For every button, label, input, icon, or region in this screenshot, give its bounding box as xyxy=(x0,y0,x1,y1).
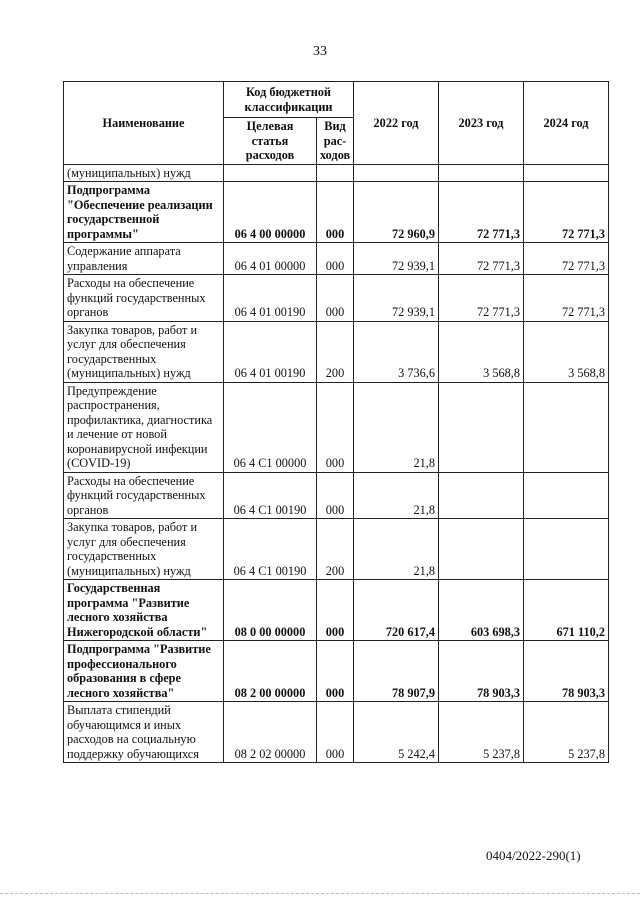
table-row xyxy=(64,580,609,641)
cell-target-code: 06 4 00 00000 xyxy=(224,182,317,243)
cell-name: Расходы на обеспечение функций государственных органов xyxy=(64,275,224,322)
cell-target-code: 08 2 00 00000 xyxy=(224,641,317,702)
cell-2023 xyxy=(439,472,524,519)
cell-target-code: 08 2 02 00000 xyxy=(224,702,317,763)
cell-expense-kind: 000 xyxy=(317,702,354,763)
cell-expense-kind: 000 xyxy=(317,275,354,322)
cell-2022: 3 736,6 xyxy=(354,321,439,382)
header-2022: 2022 год xyxy=(354,82,439,165)
cell-name: Закупка товаров, работ и услуг для обеспечения государственных (муниципальных) нужд xyxy=(64,321,224,382)
cell-2022: 5 242,4 xyxy=(354,702,439,763)
cell-expense-kind xyxy=(317,164,354,182)
cell-2024 xyxy=(524,382,609,472)
cell-name: (муниципальных) нужд xyxy=(64,164,224,182)
cell-name: Государственная программа "Развитие лесного хозяйства Нижегородской области" xyxy=(64,580,224,641)
cell-target-code: 06 4 C1 00190 xyxy=(224,472,317,519)
cell-2024: 3 568,8 xyxy=(524,321,609,382)
cell-2023 xyxy=(439,519,524,580)
cell-2024: 5 237,8 xyxy=(524,702,609,763)
cell-target-code xyxy=(224,164,317,182)
cell-2022: 72 939,1 xyxy=(354,243,439,275)
table-row xyxy=(64,275,609,322)
cell-2024 xyxy=(524,472,609,519)
cell-expense-kind: 000 xyxy=(317,580,354,641)
header-2023: 2023 год xyxy=(439,82,524,165)
cell-name: Содержание аппарата управления xyxy=(64,243,224,275)
cell-target-code: 06 4 C1 00000 xyxy=(224,382,317,472)
cell-2023: 603 698,3 xyxy=(439,580,524,641)
header-target: Целевая статья расходов xyxy=(224,118,317,165)
cell-expense-kind: 200 xyxy=(317,519,354,580)
cell-2022: 72 960,9 xyxy=(354,182,439,243)
cell-expense-kind: 200 xyxy=(317,321,354,382)
cell-2023: 78 903,3 xyxy=(439,641,524,702)
header-2024: 2024 год xyxy=(524,82,609,165)
header-kind: Вид рас-ходов xyxy=(317,118,354,165)
cell-2023: 3 568,8 xyxy=(439,321,524,382)
page-number: 33 xyxy=(313,44,327,59)
cell-2023: 72 771,3 xyxy=(439,243,524,275)
cell-2024: 72 771,3 xyxy=(524,243,609,275)
table-row xyxy=(64,182,609,243)
table-row xyxy=(64,164,609,182)
scan-artifact-line xyxy=(0,893,640,898)
cell-name: Расходы на обеспечение функций государственных органов xyxy=(64,472,224,519)
cell-name: Закупка товаров, работ и услуг для обеспечения государственных (муниципальных) нужд xyxy=(64,519,224,580)
cell-2022: 21,8 xyxy=(354,382,439,472)
cell-2023 xyxy=(439,382,524,472)
cell-2023: 72 771,3 xyxy=(439,275,524,322)
table-row xyxy=(64,641,609,702)
cell-2023: 5 237,8 xyxy=(439,702,524,763)
cell-2022 xyxy=(354,164,439,182)
cell-2024 xyxy=(524,164,609,182)
table-row xyxy=(64,519,609,580)
table-row xyxy=(64,702,609,763)
cell-target-code: 06 4 C1 00190 xyxy=(224,519,317,580)
document-id: 0404/2022-290(1) xyxy=(486,848,581,863)
cell-name: Подпрограмма "Развитие профессионального образования в сфере лесного хозяйства" xyxy=(64,641,224,702)
budget-table xyxy=(63,81,609,763)
table-row xyxy=(64,321,609,382)
cell-expense-kind: 000 xyxy=(317,472,354,519)
cell-expense-kind: 000 xyxy=(317,182,354,243)
cell-target-code: 06 4 01 00000 xyxy=(224,243,317,275)
cell-target-code: 06 4 01 00190 xyxy=(224,275,317,322)
cell-2022: 72 939,1 xyxy=(354,275,439,322)
cell-2024 xyxy=(524,519,609,580)
cell-2024: 72 771,3 xyxy=(524,275,609,322)
header-name: Наименование xyxy=(64,82,224,165)
table-row xyxy=(64,382,609,472)
cell-2023 xyxy=(439,164,524,182)
cell-2022: 78 907,9 xyxy=(354,641,439,702)
cell-target-code: 08 0 00 00000 xyxy=(224,580,317,641)
table-row xyxy=(64,243,609,275)
cell-2024: 78 903,3 xyxy=(524,641,609,702)
cell-name: Предупреждение распространения, профилактика, диагностика и лечение от новой коронавирусной инфекции (COVID-19) xyxy=(64,382,224,472)
cell-expense-kind: 000 xyxy=(317,243,354,275)
cell-2022: 21,8 xyxy=(354,519,439,580)
cell-name: Подпрограмма "Обеспечение реализации государственной программы" xyxy=(64,182,224,243)
cell-2024: 671 110,2 xyxy=(524,580,609,641)
table-row xyxy=(64,472,609,519)
cell-expense-kind: 000 xyxy=(317,382,354,472)
table-body xyxy=(64,164,609,763)
cell-2024: 72 771,3 xyxy=(524,182,609,243)
cell-name: Выплата стипендий обучающимся и иных расходов на социальную поддержку обучающихся xyxy=(64,702,224,763)
cell-expense-kind: 000 xyxy=(317,641,354,702)
cell-2023: 72 771,3 xyxy=(439,182,524,243)
cell-target-code: 06 4 01 00190 xyxy=(224,321,317,382)
cell-2022: 720 617,4 xyxy=(354,580,439,641)
cell-2022: 21,8 xyxy=(354,472,439,519)
header-code-group: Код бюджетной классификации xyxy=(224,82,354,118)
